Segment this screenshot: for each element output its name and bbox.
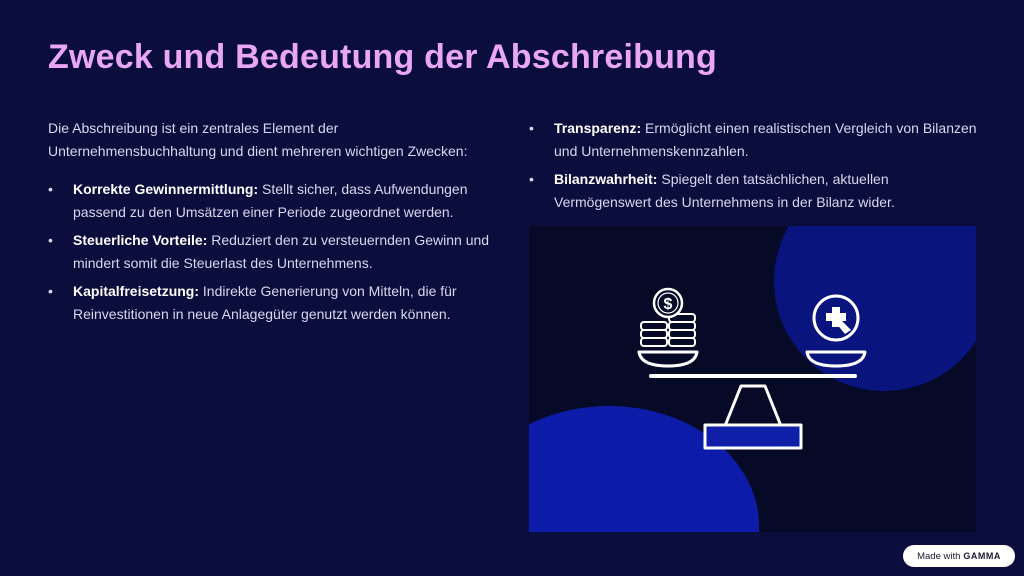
- list-item: [529, 168, 979, 213]
- left-bullet-list: [48, 178, 493, 325]
- page-title: Zweck und Bedeutung der Abschreibung: [48, 38, 717, 76]
- left-column: [48, 117, 493, 331]
- bullet-text: Indirekte Generierung von Mitteln, die für Reinvestitionen in neue Anlagegüter genutzt werden können.: [73, 283, 457, 322]
- bullet-text: Ermöglicht einen realistischen Vergleich von Bilanzen und Unternehmenskennzahlen.: [554, 120, 977, 159]
- bullet-text: Spiegelt den tatsächlichen, aktuellen Vermögenswert des Unternehmens in der Bilanz wider.: [554, 171, 895, 210]
- right-bullet-list: [529, 117, 979, 213]
- background-blob-top-right: [774, 226, 976, 391]
- bullet-dot: •: [48, 283, 53, 299]
- bullet-text: Stellt sicher, dass Aufwendungen passend zu den Umsätzen einer Periode zugeordnet werden.: [73, 181, 468, 220]
- right-column: [529, 117, 979, 219]
- bullet-text: Reduziert den zu versteuernden Gewinn und mindert somit die Steuerlast des Unternehmens.: [73, 232, 490, 271]
- list-item: [48, 178, 493, 223]
- bullet-dot: •: [529, 120, 534, 136]
- dollar-coins-icon: [641, 289, 695, 346]
- made-with-gamma-badge[interactable]: [903, 545, 1015, 567]
- bullet-heading: Steuerliche Vorteile:: [73, 232, 208, 248]
- bullet-dot: •: [48, 181, 53, 197]
- scale-beam: [649, 374, 857, 378]
- svg-text:$: $: [663, 296, 673, 313]
- scale-base: [705, 386, 801, 448]
- balance-scale-icon: [529, 226, 976, 532]
- gamma-logo: GAMMA: [963, 551, 1001, 561]
- intro-paragraph: Die Abschreibung ist ein zentrales Element der Unternehmensbuchhaltung und dient mehreren wichtigen Zwecken:: [48, 120, 468, 159]
- left-pan: [639, 352, 697, 366]
- balance-scale-illustration: [529, 226, 976, 532]
- bullet-dot: •: [48, 232, 53, 248]
- list-item: [48, 229, 493, 274]
- bullet-heading: Transparenz:: [554, 120, 642, 136]
- bullet-dot: •: [529, 171, 534, 187]
- list-item: [48, 280, 493, 325]
- badge-prefix: Made with: [917, 550, 961, 562]
- bullet-heading: Kapitalfreisetzung:: [73, 283, 200, 299]
- bullet-heading: Bilanzwahrheit:: [554, 171, 658, 187]
- bullet-heading: Korrekte Gewinnermittlung:: [73, 181, 259, 197]
- list-item: [529, 117, 979, 162]
